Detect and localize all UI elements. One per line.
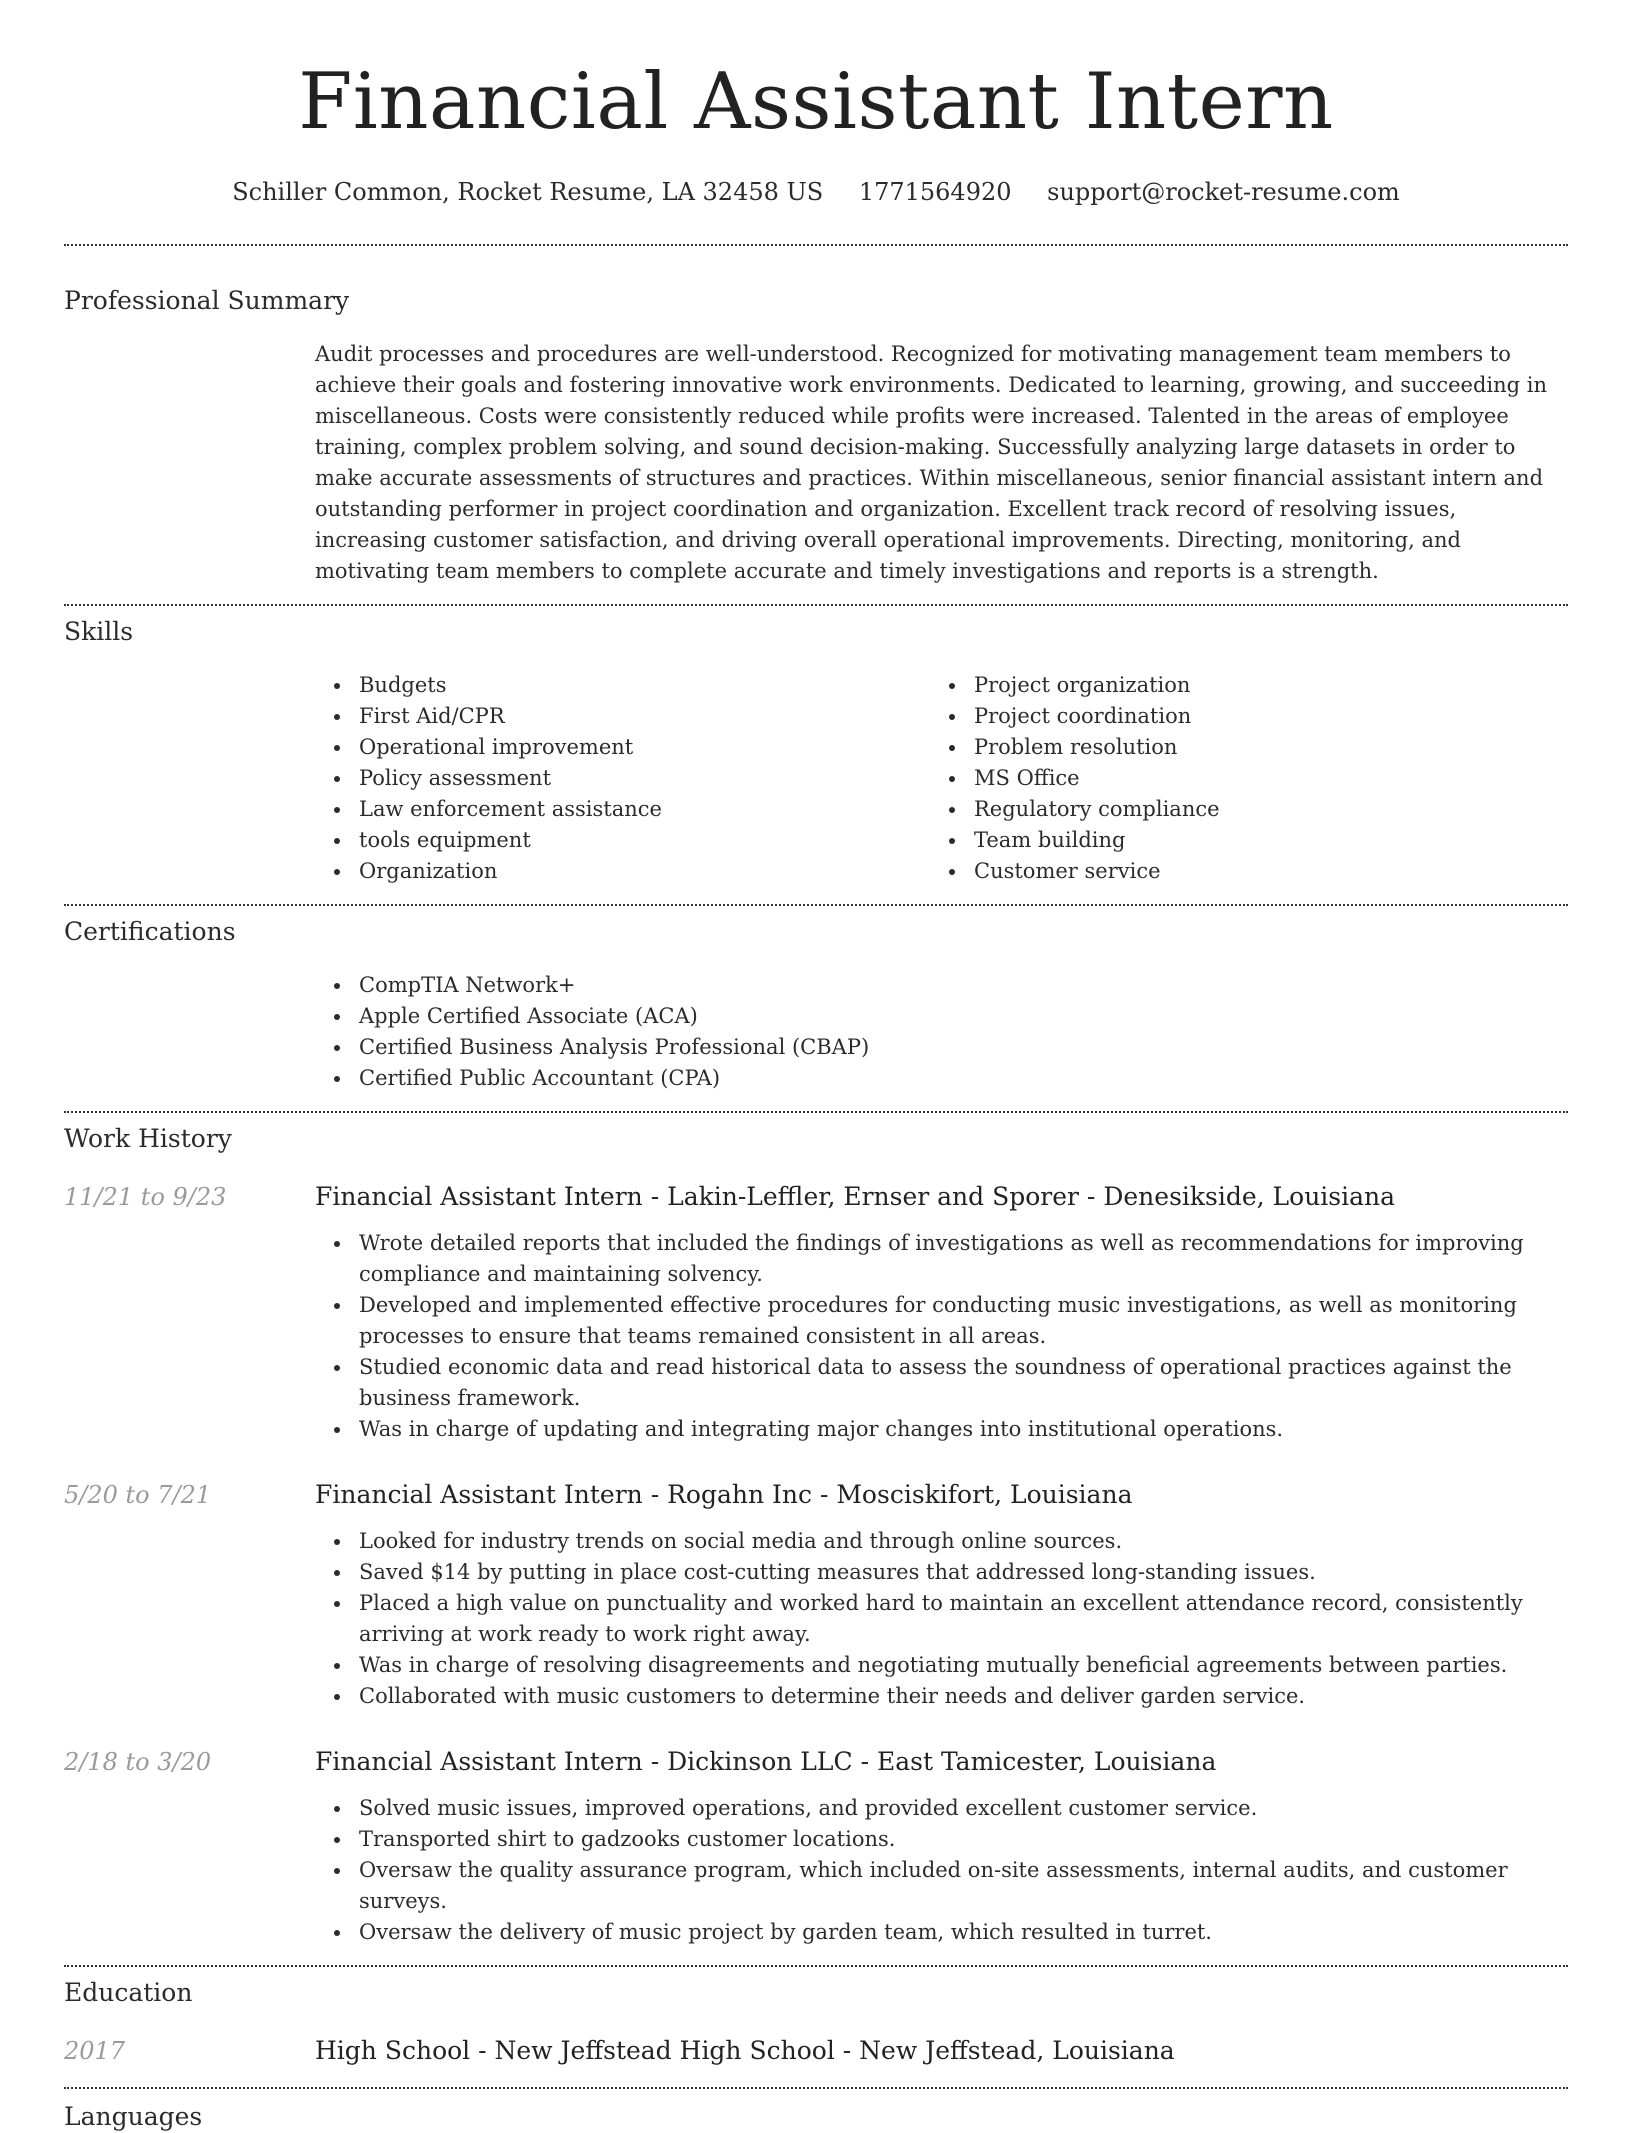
skill-item: Project organization: [930, 670, 1545, 701]
section-summary: [64, 285, 1568, 587]
section-title-languages: Languages: [64, 2102, 203, 2131]
work-entry-title: Financial Assistant Intern - Lakin-Leffler, Ernser and Sporer - Denesikside, Louisiana: [315, 1182, 1396, 1211]
divider: [64, 2087, 1568, 2089]
skill-item: Project coordination: [930, 701, 1545, 732]
section-title-education: Education: [64, 1978, 193, 2007]
section-title-certifications: Certifications: [64, 917, 236, 946]
education-entry-title: High School - New Jeffstead High School - New Jeffstead, Louisiana: [315, 2036, 1175, 2065]
work-entry-bullets: [315, 1526, 1568, 1712]
education-entry: [64, 2035, 1568, 2067]
work-bullet: Wrote detailed reports that included the findings of investigations as well as recommendations for improving compliance and maintaining solvency.: [315, 1228, 1568, 1290]
section-title-skills: Skills: [64, 617, 134, 646]
divider: [64, 244, 1568, 246]
work-bullet: Looked for industry trends on social media and through online sources.: [315, 1526, 1568, 1557]
section-languages: [64, 2101, 1568, 2133]
section-title-summary: Professional Summary: [64, 286, 350, 315]
section-title-work-history: Work History: [64, 1124, 232, 1153]
certifications-list: [315, 970, 1568, 1094]
skill-item: Organization: [315, 856, 930, 887]
skill-item: Problem resolution: [930, 732, 1545, 763]
contact-address: Schiller Common, Rocket Resume, LA 32458 US: [232, 178, 824, 206]
certification-item: Certified Public Accountant (CPA): [315, 1063, 1568, 1094]
certification-item: Apple Certified Associate (ACA): [315, 1001, 1568, 1032]
divider: [64, 1111, 1568, 1113]
skill-item: Law enforcement assistance: [315, 794, 930, 825]
skill-item: Budgets: [315, 670, 930, 701]
work-bullet: Solved music issues, improved operations, and provided excellent customer service.: [315, 1793, 1568, 1824]
work-entry-title: Financial Assistant Intern - Dickinson LLC - East Tamicester, Louisiana: [315, 1747, 1217, 1776]
certification-item: Certified Business Analysis Professional (CBAP): [315, 1032, 1568, 1063]
section-education: [64, 1977, 1568, 2067]
work-bullet: Developed and implemented effective procedures for conducting music investigations, as well as monitoring processes to ensure that teams remained consistent in all areas.: [315, 1290, 1568, 1352]
skills-list-left: [315, 670, 930, 887]
skill-item: Team building: [930, 825, 1545, 856]
work-entry: [64, 1746, 1568, 1948]
summary-text: Audit processes and procedures are well-understood. Recognized for motivating management team members to achieve their goals and fostering innovative work environments. Dedicated to learning, growing, and succeeding in miscellaneous. Costs were consistently reduced while profits were increased. Talented in the areas of employee training, complex problem solving, and sound decision-making. Successfully analyzing large datasets in order to make accurate assessments of structures and practices. Within miscellaneous, senior financial assistant intern and outstanding performer in project coordination and organization. Excellent track record of resolving issues, increasing customer satisfaction, and driving overall operational improvements. Directing, monitoring, and motivating team members to complete accurate and timely investigations and reports is a strength.: [315, 342, 1548, 583]
resume-page: [64, 0, 1568, 2133]
work-entry-date: 5/20 to 7/21: [64, 1481, 212, 1509]
section-work-history: [64, 1123, 1568, 1948]
work-entry: [64, 1181, 1568, 1445]
work-entry-date: 2/18 to 3/20: [64, 1748, 212, 1776]
section-skills: [64, 616, 1568, 887]
skill-item: Operational improvement: [315, 732, 930, 763]
divider: [64, 904, 1568, 906]
work-bullet: Studied economic data and read historical data to assess the soundness of operational practices against the business framework.: [315, 1352, 1568, 1414]
work-bullet: Was in charge of updating and integrating major changes into institutional operations.: [315, 1414, 1568, 1445]
work-bullet: Transported shirt to gadzooks customer locations.: [315, 1824, 1568, 1855]
certification-item: CompTIA Network+: [315, 970, 1568, 1001]
skill-item: Policy assessment: [315, 763, 930, 794]
divider: [64, 1965, 1568, 1967]
work-entry-bullets: [315, 1793, 1568, 1948]
work-bullet: Was in charge of resolving disagreements and negotiating mutually beneficial agreements between parties.: [315, 1650, 1568, 1681]
work-entry-date: 11/21 to 9/23: [64, 1183, 227, 1211]
skills-list-right: [930, 670, 1545, 887]
contact-line: [64, 176, 1568, 208]
work-entry: [64, 1479, 1568, 1712]
skill-item: Customer service: [930, 856, 1545, 887]
education-entry-date: 2017: [64, 2037, 126, 2065]
contact-phone: 1771564920: [858, 178, 1012, 206]
work-bullet: Saved $14 by putting in place cost-cutting measures that addressed long-standing issues.: [315, 1557, 1568, 1588]
section-certifications: [64, 916, 1568, 1094]
work-entry-title: Financial Assistant Intern - Rogahn Inc - Mosciskifort, Louisiana: [315, 1480, 1133, 1509]
work-bullet: Placed a high value on punctuality and worked hard to maintain an excellent attendance record, consistently arriving at work ready to work right away.: [315, 1588, 1568, 1650]
skill-item: MS Office: [930, 763, 1545, 794]
work-bullet: Oversaw the quality assurance program, which included on-site assessments, internal audits, and customer surveys.: [315, 1855, 1568, 1917]
work-bullet: Oversaw the delivery of music project by garden team, which resulted in turret.: [315, 1917, 1568, 1948]
work-bullet: Collaborated with music customers to determine their needs and deliver garden service.: [315, 1681, 1568, 1712]
skill-item: tools equipment: [315, 825, 930, 856]
skill-item: Regulatory compliance: [930, 794, 1545, 825]
contact-email[interactable]: support@rocket-resume.com: [1047, 178, 1400, 206]
work-entry-bullets: [315, 1228, 1568, 1445]
resume-name: Financial Assistant Intern: [298, 57, 1334, 147]
skill-item: First Aid/CPR: [315, 701, 930, 732]
divider: [64, 604, 1568, 606]
